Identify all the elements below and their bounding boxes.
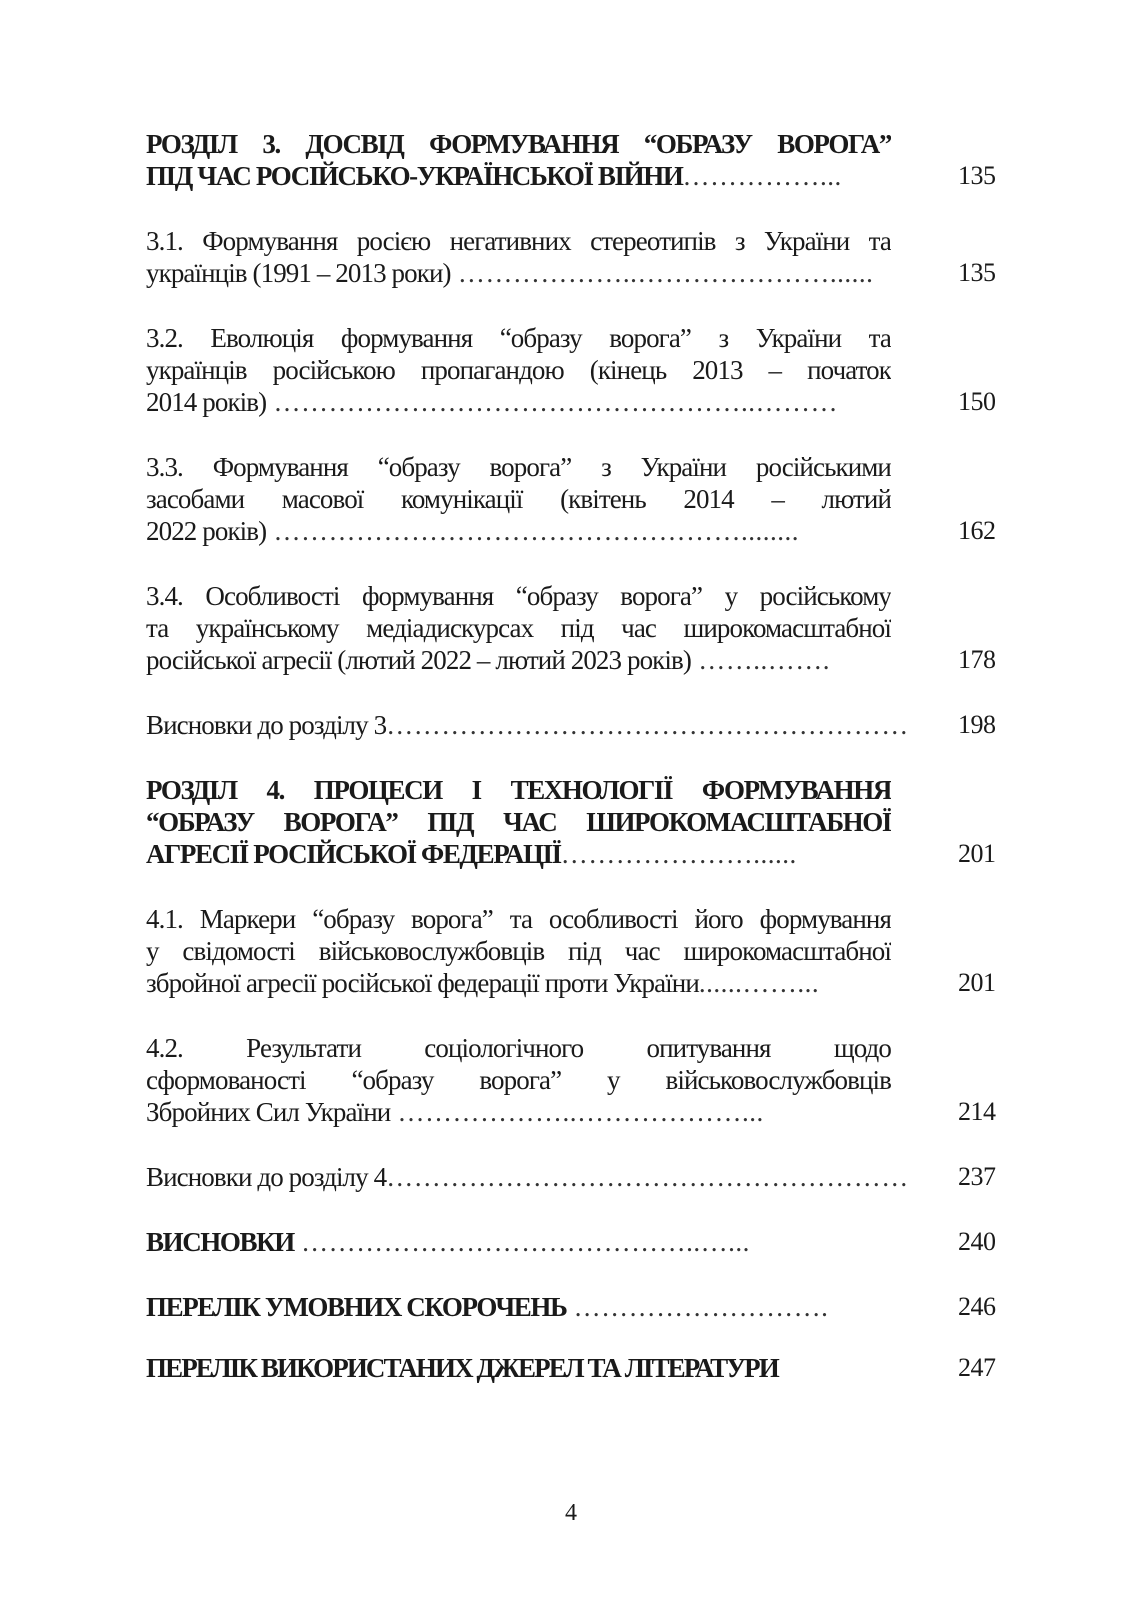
toc-entry-title-line: ПІД ЧАС РОСІЙСЬКО-УКРАЇНСЬКОЇ ВІЙНИ	[146, 161, 683, 191]
toc-entry-section-3-2[interactable]	[146, 322, 996, 418]
page-number: 178	[958, 645, 996, 674]
toc-entry-title-line: ПЕРЕЛІК УМОВНИХ СКОРОЧЕНЬ	[146, 1292, 567, 1322]
toc-entry-title-line: “ОБРАЗУ ВОРОГА” ПІД ЧАС ШИРОКОМАСШТАБНОЇ	[146, 807, 891, 837]
toc-entry-conclusions-chapter-3[interactable]	[146, 709, 996, 741]
toc-entry-abbreviations[interactable]	[146, 1291, 996, 1323]
toc-entry-title-line: у свідомості військовослужбовців під час широкомасштабної	[146, 936, 891, 966]
page-number: 162	[958, 516, 996, 545]
dot-leader: ……………...	[682, 161, 842, 191]
toc-entry-chapter-3[interactable]	[146, 128, 996, 192]
toc-entry-title-line: засобами масової комунікації (квітень 2014 – лютий	[146, 484, 891, 514]
toc-entry-title-line: російської агресії (лютий 2022 – лютий 2023 років)	[146, 645, 691, 675]
toc-entry-title-line: 3.4. Особливості формування “образу ворога” у російському	[146, 581, 891, 611]
toc-entry-title-line: та українському медіадискурсах під час широкомасштабної	[146, 613, 891, 643]
page-number: 198	[958, 710, 996, 739]
dot-leader: …………………......	[560, 839, 797, 869]
page-number: 150	[958, 387, 996, 416]
toc-entry-title-line: 4.2. Результати соціологічного опитування щодо	[146, 1033, 891, 1063]
toc-entry-title-line: українців (1991 – 2013 роки)	[146, 258, 451, 288]
toc-entry-title-line: 2022 років)	[146, 516, 267, 546]
page-number: 201	[958, 968, 996, 997]
page-number: 201	[958, 839, 996, 868]
dot-leader: ......……...	[698, 968, 820, 998]
toc-entry-title-line: Збройних Сил України	[146, 1097, 391, 1127]
toc-entry-section-3-4[interactable]	[146, 580, 996, 676]
toc-entry-section-4-2[interactable]	[146, 1032, 996, 1128]
toc-entry-title-line: ПЕРЕЛІК ВИКОРИСТАНИХ ДЖЕРЕЛ ТА ЛІТЕРАТУРИ	[146, 1353, 778, 1383]
toc-entry-title-line: АГРЕСІЇ РОСІЙСЬКОЇ ФЕДЕРАЦІЇ	[146, 839, 561, 869]
toc-entry-title-line: сформованості “образу ворога” у військовослужбовців	[146, 1065, 891, 1095]
page-number: 135	[958, 161, 996, 190]
toc-entry-references[interactable]	[146, 1352, 996, 1384]
dot-leader: ………………..………………...	[390, 1097, 764, 1127]
toc-entry-title-line: збройної агресії російської федерації проти України	[146, 968, 699, 998]
toc-entry-title-line: Висновки до розділу 3	[146, 710, 387, 740]
page-number: 135	[958, 258, 996, 287]
toc-entry-section-3-3[interactable]	[146, 451, 996, 547]
toc-entry-conclusions-chapter-4[interactable]	[146, 1161, 996, 1193]
dot-leader: …………………………………………………	[386, 1162, 909, 1192]
toc-entry-title-line: 3.2. Еволюція формування “образу ворога” з України та	[146, 323, 891, 353]
page-number: 214	[958, 1097, 996, 1126]
toc-entry-chapter-4[interactable]	[146, 774, 996, 870]
toc-entry-title-line: РОЗДІЛ 4. ПРОЦЕСИ І ТЕХНОЛОГІЇ ФОРМУВАННЯ	[146, 775, 891, 805]
dot-leader: ……………………………………………........	[266, 516, 799, 546]
toc-entry-title-line: 2014 років)	[146, 387, 267, 417]
toc-entry-title-line: ВИСНОВКИ	[146, 1227, 294, 1257]
toc-entry-title-line: 3.3. Формування “образу ворога” з України російськими	[146, 452, 891, 482]
page-number: 246	[958, 1292, 996, 1321]
dot-leader: ……………………….	[566, 1292, 829, 1322]
dot-leader: ……………………………………..…...	[293, 1227, 750, 1257]
toc-entry-title-line: Висновки до розділу 4	[146, 1162, 387, 1192]
page-number: 237	[958, 1162, 996, 1191]
toc-entry-title-line: РОЗДІЛ 3. ДОСВІД ФОРМУВАННЯ “ОБРАЗУ ВОРОГА”	[146, 129, 891, 159]
toc-entry-title-line: 4.1. Маркери “образу ворога” та особливості його формування	[146, 904, 891, 934]
page-footer-number: 4	[565, 1500, 577, 1526]
dot-leader: ……..…….	[690, 645, 830, 675]
dot-leader: ……………………………………………..………	[266, 387, 838, 417]
toc-entry-section-4-1[interactable]	[146, 903, 996, 999]
toc-entry-section-3-1[interactable]	[146, 225, 996, 289]
page-number: 240	[958, 1227, 996, 1256]
dot-leader: …………………………………………………	[386, 710, 909, 740]
dot-leader: ………………..…………………......	[450, 258, 874, 288]
toc-entry-title-line: 3.1. Формування росією негативних стереотипів з України та	[146, 226, 891, 256]
toc-entry-conclusions[interactable]	[146, 1226, 996, 1258]
page-number: 247	[958, 1353, 996, 1382]
toc-entry-title-line: українців російською пропагандою (кінець 2013 – початок	[146, 355, 891, 385]
